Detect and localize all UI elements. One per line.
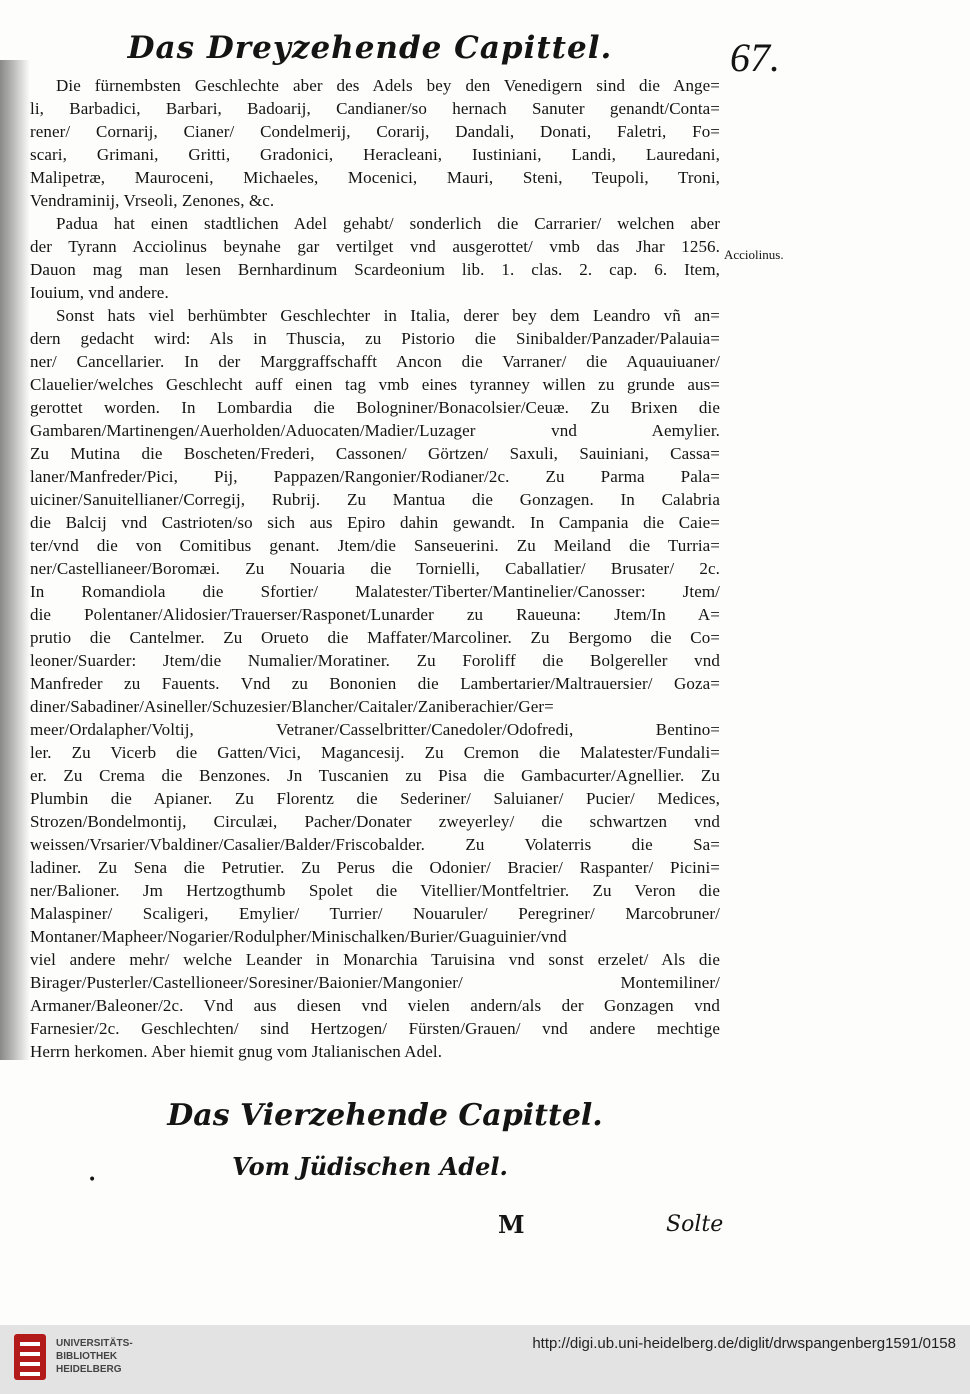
text-line: prutio die Cantelmer. Zu Orueto die Maffater/Marcoliner. Zu Bergomo die Co= bbox=[30, 628, 720, 647]
text-line: ladiner. Zu Sena die Petrutier. Zu Perus die Odonier/ Bracier/ Raspanter/ Picini= bbox=[30, 858, 720, 877]
catchword: Solte bbox=[666, 1212, 724, 1237]
library-name bbox=[56, 1337, 133, 1376]
text-line: gerottet worden. In Lombardia die Bologniner/Bonacolsier/Ceuæ. Zu Brixen die bbox=[30, 398, 720, 417]
text-line: Die fürnembsten Geschlechte aber des Adels bey den Venedigern sind die Ange= bbox=[56, 76, 720, 95]
text-line: der Tyrann Acciolinus beynahe gar vertilget vnd ausgerottet/ vmb das Jhar 1256. bbox=[30, 237, 720, 256]
text-line: die Balcij vnd Castrioten/so sich aus Epiro dahin gewandt. In Campania die Caie= bbox=[30, 513, 720, 532]
chapter-title: Das Vierzehende Capittel. bbox=[167, 1098, 603, 1133]
text-line: Iouium, vnd andere. bbox=[30, 283, 169, 302]
text-line: viel andere mehr/ welche Leander in Monarchia Taruisina vnd sonst erzelet/ Als die bbox=[30, 950, 720, 969]
page-spine-shadow bbox=[0, 60, 30, 1060]
text-line: Armaner/Baleoner/2c. Vnd aus diesen vnd vielen andern/als der Gonzagen vnd bbox=[30, 996, 720, 1015]
library-line-3: HEIDELBERG bbox=[56, 1364, 122, 1375]
text-line: scari, Grimani, Gritti, Gradonici, Heracleani, Iustiniani, Landi, Lauredani, bbox=[30, 145, 720, 164]
text-line: In Romandiola die Sfortier/ Malatester/Tiberter/Mantinelier/Canosser: Jtem/ bbox=[30, 582, 720, 601]
text-line: Vendraminij, Vrseoli, Zenones, &c. bbox=[30, 191, 275, 210]
text-line: uiciner/Sanuitellianer/Corregij, Rubrij. Zu Mantua die Gonzagen. In Calabria bbox=[30, 490, 720, 509]
text-line: Sonst hats viel berhümbter Geschlechter in Italia, derer bey dem Leandro vñ an= bbox=[56, 306, 720, 325]
text-line: Clauelier/welches Geschlecht auff einen tag vmb eines tyranney willen zu grunde aus= bbox=[30, 375, 720, 394]
text-line: ler. Zu Vicerb die Gatten/Vici, Magancesij. Zu Cremon die Malatester/Fundali= bbox=[30, 743, 720, 762]
signature-mark: M bbox=[498, 1210, 525, 1239]
text-line: Padua hat einen stadtlichen Adel gehabt/ sonderlich die Carrarier/ welchen aber bbox=[56, 214, 720, 233]
text-line: Malipetræ, Mauroceni, Michaeles, Mocenici, Mauri, Steni, Teupoli, Troni, bbox=[30, 168, 720, 187]
text-line: dern gedacht wird: Als in Thuscia, zu Pistorio die Sinibalder/Panzader/Palauia= bbox=[30, 329, 720, 348]
text-line: ner/ Cancellarier. In der Marggraffschafft Ancon die Varraner/ die Aquauiuaner/ bbox=[30, 352, 720, 371]
text-line: Zu Mutina die Boscheten/Frederi, Cassonen/ Görtzen/ Saxuli, Sauiniani, Cassa= bbox=[30, 444, 720, 463]
text-line: li, Barbadici, Barbari, Badoarij, Candianer/so hernach Sanuter genandt/Conta= bbox=[30, 99, 720, 118]
text-line: ner/Castellianeer/Boromæi. Zu Nouaria die Tornielli, Caballatier/ Brusater/ 2c. bbox=[30, 559, 720, 578]
ink-dot: • bbox=[88, 1172, 97, 1188]
library-line-2: BIBLIOTHEK bbox=[56, 1351, 118, 1362]
text-line: Plumbin die Apianer. Zu Florentz die Sederiner/ Saluianer/ Pucier/ Medices, bbox=[30, 789, 720, 808]
text-line: Strozen/Bondelmontij, Circulæi, Pacher/Donater zweyerley/ die schwartzen vnd bbox=[30, 812, 720, 831]
text-line: diner/Sabadiner/Asineller/Schuzesier/Blancher/Caitaler/Zaniberachier/Ger= bbox=[30, 697, 554, 716]
text-line: meer/Ordalapher/Voltij, Vetraner/Casselbritter/Canedoler/Odofredi, Bentino= bbox=[30, 720, 720, 739]
text-line: laner/Manfreder/Pici, Pij, Pappazen/Rangonier/Rodianer/2c. Zu Parma Pala= bbox=[30, 467, 720, 486]
running-head: Das Dreyzehende Capittel. bbox=[127, 30, 613, 66]
text-line: die Polentaner/Alidosier/Trauerser/Rasponet/Lunarder zu Raueuna: Jtem/In A= bbox=[30, 605, 720, 624]
body-text bbox=[30, 74, 720, 1063]
library-line-1: UNIVERSITÄTS- bbox=[56, 1338, 133, 1349]
text-line: Manfreder zu Fauents. Vnd zu Bononien die Lambertarier/Maltrauersier/ Goza= bbox=[30, 674, 720, 693]
permalink-url[interactable]: http://digi.ub.uni-heidelberg.de/diglit/drwspangenberg1591/0158 bbox=[532, 1335, 956, 1352]
page-number: 67. bbox=[730, 35, 780, 80]
chapter-subtitle: Vom Jüdischen Adel. bbox=[232, 1152, 508, 1181]
text-line: Dauon mag man lesen Bernhardinum Scardeonium lib. 1. clas. 2. cap. 6. Item, bbox=[30, 260, 720, 279]
text-line: leoner/Suarder: Jtem/die Numalier/Moratiner. Zu Foroliff die Bolgereller vnd bbox=[30, 651, 720, 670]
text-line: ner/Balioner. Jm Hertzogthumb Spolet die Vitellier/Montfeltrier. Zu Veron die bbox=[30, 881, 720, 900]
text-line: rener/ Cornarij, Cianer/ Condelmerij, Corarij, Dandali, Donati, Faletri, Fo= bbox=[30, 122, 720, 141]
text-line: ter/vnd die von Comitibus genant. Jtem/die Sanseuerini. Zu Meiland die Turria= bbox=[30, 536, 720, 555]
text-line: Herrn herkomen. Aber hiemit gnug vom Jtalianischen Adel. bbox=[30, 1042, 443, 1061]
text-line: Gambaren/Martinengen/Auerholden/Aduocaten/Madier/Luzager vnd Aemylier. bbox=[30, 421, 720, 440]
text-line: Birager/Pusterler/Castellioneer/Soresiner/Baionier/Mangonier/ Montemiliner/ bbox=[30, 973, 720, 992]
text-line: weissen/Vrsarier/Vbaldiner/Casalier/Balder/Friscobalder. Zu Volaterris die Sa= bbox=[30, 835, 720, 854]
text-line: Malaspiner/ Scaligeri, Emylier/ Turrier/ Nouaruler/ Peregriner/ Marcobruner/ bbox=[30, 904, 720, 923]
university-seal-icon bbox=[12, 1332, 48, 1382]
text-line: er. Zu Crema die Benzones. Jn Tuscanien zu Pisa die Gambacurter/Agnellier. Zu bbox=[30, 766, 720, 785]
text-line: Montaner/Mapheer/Nogarier/Rodulpher/Minischalken/Burier/Guaguinier/vnd bbox=[30, 927, 567, 946]
text-line: Farnesier/2c. Geschlechten/ sind Hertzogen/ Fürsten/Grauen/ vnd andere mechtige bbox=[30, 1019, 720, 1038]
margin-note: Acciolinus. bbox=[724, 247, 784, 262]
viewer-footer bbox=[0, 1325, 970, 1394]
